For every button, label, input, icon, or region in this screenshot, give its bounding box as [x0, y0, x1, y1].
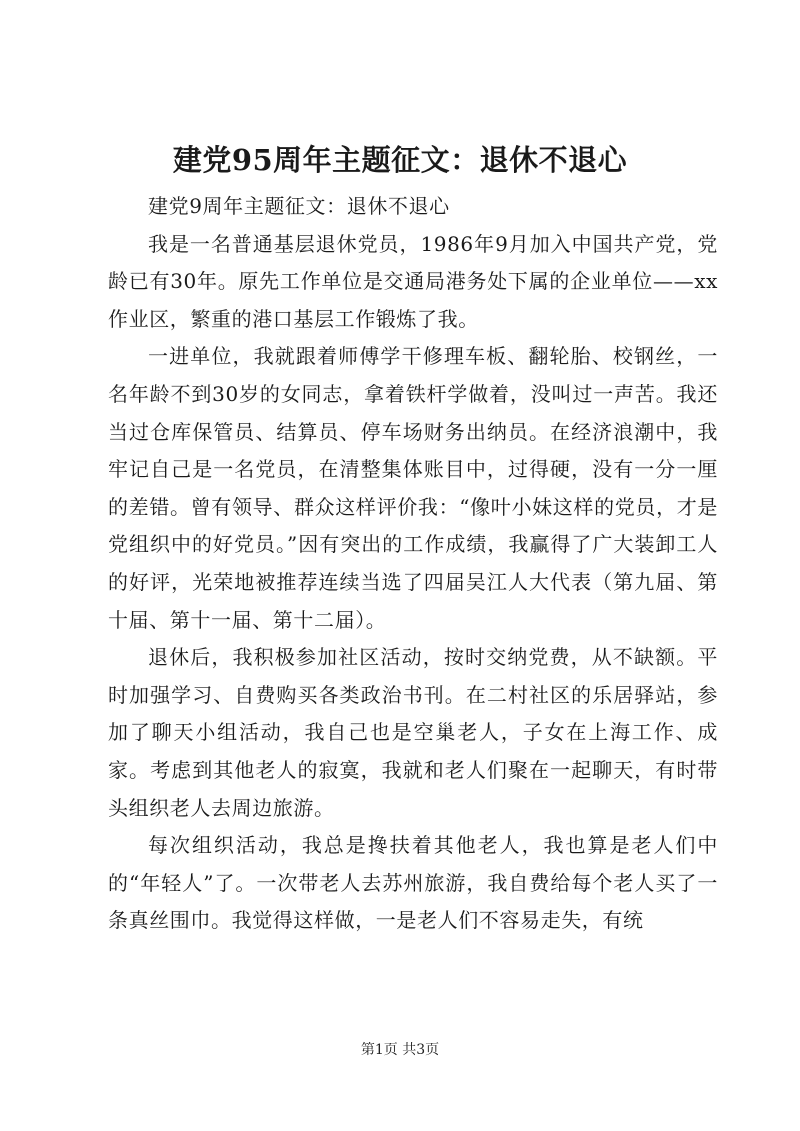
paragraph-work: 一进单位，我就跟着师傅学干修理车板、翻轮胎、校钢丝，一名年龄不到30岁的女同志，拿着铁杆学做着，没叫过一声苦。我还当过仓库保管员、结算员、停车场财务出纳员。在经济浪潮中，我牢记自己是一名党员，在清整集体账目中，过得硬，没有一分一厘的差错。曾有领导、群众这样评价我：“像叶小妹这样的党员，才是党组织中的好党员。”因有突出的工作成绩，我赢得了广大装卸工人的好评，光荣地被推荐连续当选了四届吴江人大代表（第九届、第十届、第十一届、第十二届）。 — [108, 344, 718, 632]
document-title: 建党95周年主题征文：退休不退心 — [172, 143, 628, 177]
document-body — [108, 188, 718, 940]
paragraph-retirement: 退休后，我积极参加社区活动，按时交纳党费，从不缺额。平时加强学习、自费购买各类政治书刊。在二村社区的乐居驿站，参加了聊天小组活动，我自己也是空巢老人，子女在上海工作、成家。考虑到其他老人的寂寞，我就和老人们聚在一起聊天，有时带头组织老人去周边旅游。 — [108, 645, 718, 820]
paragraph-activities: 每次组织活动，我总是搀扶着其他老人，我也算是老人们中的“年轻人”了。一次带老人去苏州旅游，我自费给每个老人买了一条真丝围巾。我觉得这样做，一是老人们不容易走失，有统 — [108, 833, 718, 933]
paragraph-subtitle: 建党9周年主题征文：退休不退心 — [148, 194, 450, 218]
page-footer: 第1页 共3页 — [360, 1042, 440, 1058]
paragraph-intro: 我是一名普通基层退休党员，1986年9月加入中国共产党，党龄已有30年。原先工作单位是交通局港务处下属的企业单位——xx作业区，繁重的港口基层工作锻炼了我。 — [108, 231, 718, 331]
